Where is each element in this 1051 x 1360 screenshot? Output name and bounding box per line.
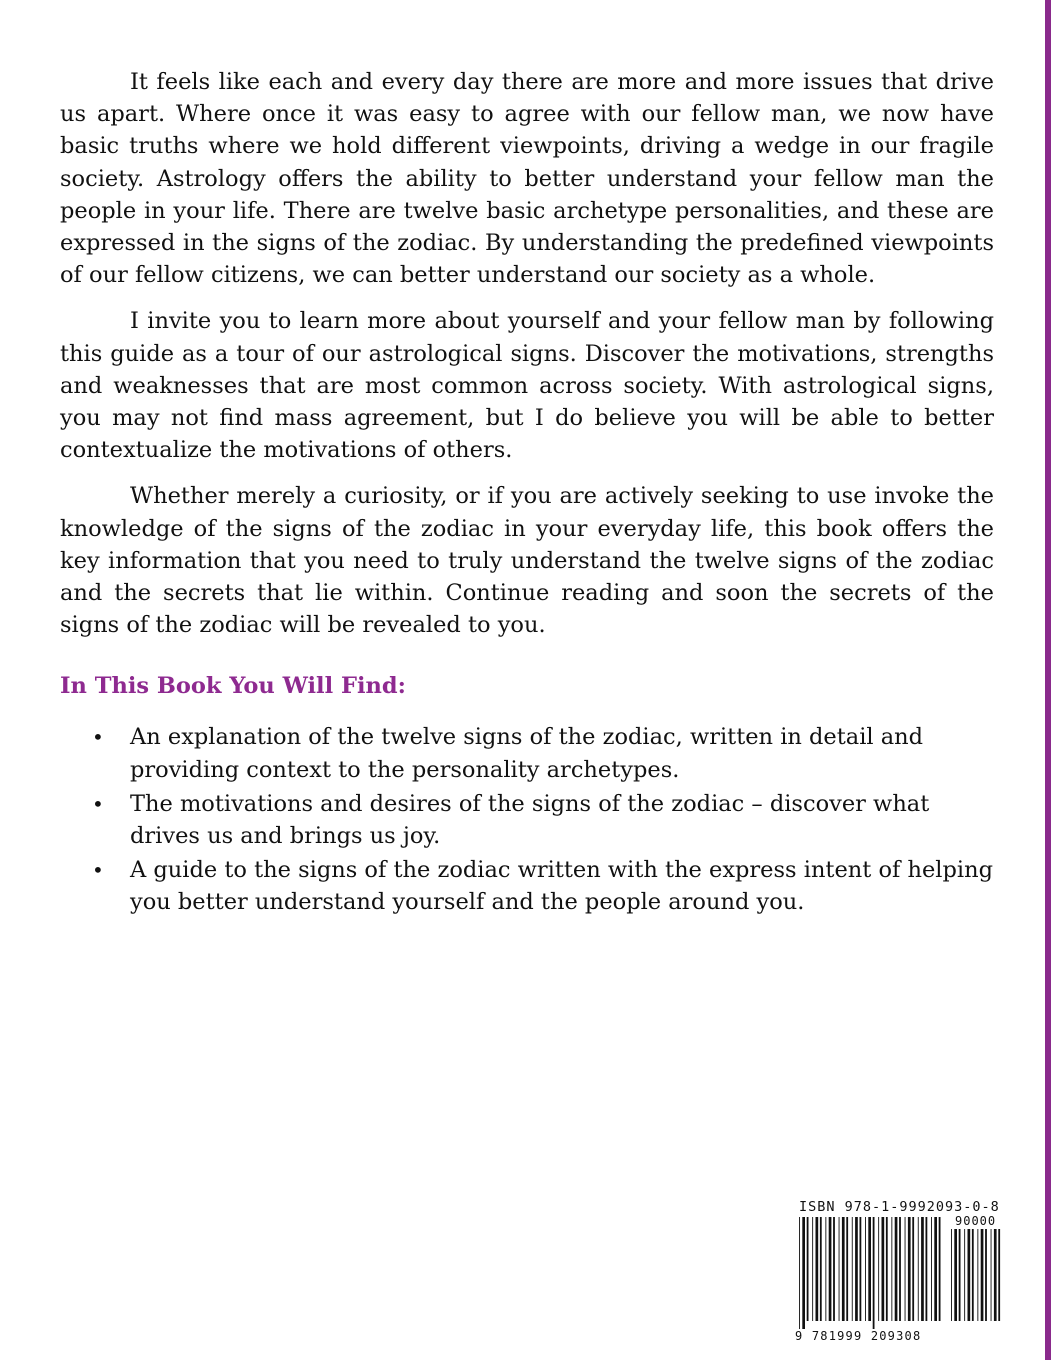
feature-list-item <box>60 854 994 918</box>
ean-digits: 9 781999 209308 <box>795 1329 922 1343</box>
feature-text: The motivations and desires of the signs of the zodiac – discover what drives us and brings us joy. <box>130 790 930 850</box>
bullet-icon: • <box>92 858 104 883</box>
back-cover-text <box>60 66 994 921</box>
isbn-label: ISBN 978-1-9992093-0-8 <box>799 1199 1000 1215</box>
feature-list-item <box>60 788 994 852</box>
intro-paragraph-1: It feels like each and every day there are more and more issues that drive us apart. Where once it was easy to agree with our fellow man, we now have basic truths where we hold different viewpoints, driving a wedge in our fragile society. Astrology offers the ability to better understand your fellow man the people in your life. There are twelve basic archetype personalities, and these are expressed in the signs of the zodiac. By understanding the predefined viewpoints of our fellow citizens, we can better understand our society as a whole. <box>60 69 994 289</box>
intro-paragraph-3: Whether merely a curiosity, or if you are actively seeking to use invoke the knowledge of the signs of the zodiac in your everyday life, this book offers the key information that you need to truly understand the twelve signs of the zodiac and the secrets that lie within. Continue reading and soon the secrets of the signs of the zodiac will be revealed to you. <box>60 483 994 639</box>
section-heading: In This Book You Will Find: <box>60 673 406 700</box>
intro-paragraph-2: I invite you to learn more about yourself and your fellow man by following this guide as a tour of our astrological signs. Discover the motivations, strengths and weaknesses that are most common across society. With astrological signs, you may not find mass agreement, but I do believe you will be able to better contextualize the motivations of others. <box>60 308 994 464</box>
isbn-barcode <box>795 1197 1010 1349</box>
price-code: 90000 <box>955 1214 997 1228</box>
barcode-bars-icon <box>799 1217 945 1329</box>
feature-list <box>60 721 994 918</box>
bullet-icon: • <box>92 725 104 750</box>
feature-text: An explanation of the twelve signs of the zodiac, written in detail and providing context to the personality archetypes. <box>130 724 924 783</box>
barcode-addon-bars-icon <box>951 1229 1003 1329</box>
feature-list-item <box>60 721 994 785</box>
purple-edge-bar <box>1045 0 1051 1360</box>
feature-text: A guide to the signs of the zodiac written with the express intent of helping you better understand yourself and the people around you. <box>130 857 993 916</box>
bullet-icon: • <box>92 791 104 816</box>
